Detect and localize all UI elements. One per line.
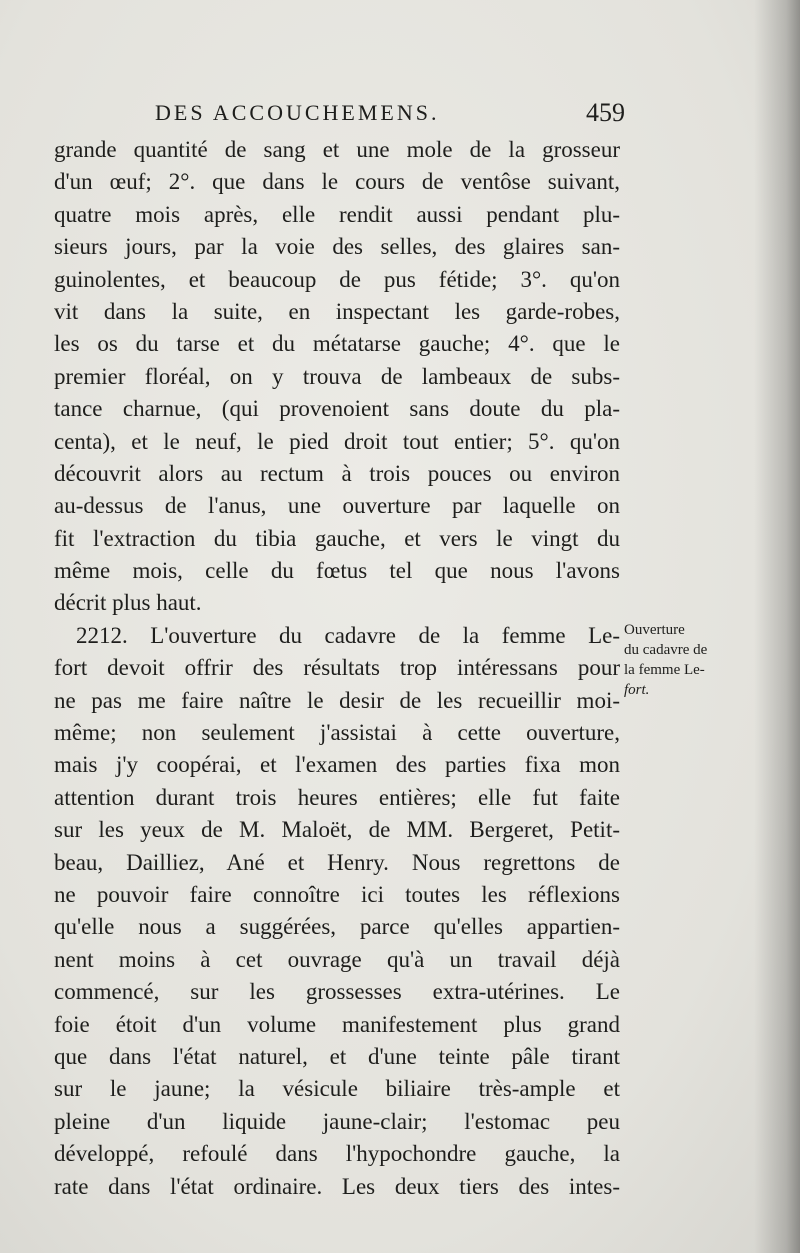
text-line: ne pas me faire naître le desir de les recueillir moi- [54,687,620,713]
text-line: ne pouvoir faire connoître ici toutes les réflexions [54,881,620,907]
text-line: attention durant trois heures entières; elle fut faite [54,784,620,810]
text-line: tance charnue, (qui provenoient sans doute du pla- [54,396,620,422]
text-line: beau, Dailliez, Ané et Henry. Nous regrettons de [54,849,620,875]
text-line: pleine d'un liquide jaune-clair; l'estomac peu [54,1108,620,1134]
margin-note-line: la femme Le- [624,662,705,678]
text-line: sur les yeux de M. Maloët, de MM. Bergeret, Petit- [54,817,620,843]
text-line: les os du tarse et du métatarse gauche; 4°. que le [54,331,620,357]
page-edge-shadow [754,0,800,1253]
text-line: même; non seulement j'assistai à cette ouverture, [54,720,620,746]
text-line: vit dans la suite, en inspectant les garde-robes, [54,298,620,324]
text-line: premier floréal, on y trouva de lambeaux de subs- [54,363,620,389]
margin-note-line: fort. [624,682,650,698]
text-line: fit l'extraction du tibia gauche, et vers le vingt du [54,525,620,551]
text-line: fort devoit offrir des résultats trop intéressans pour [54,655,620,681]
text-line: même mois, celle du fœtus tel que nous l'avons [54,558,620,584]
text-line: centa), et le neuf, le pied droit tout entier; 5°. qu'on [54,428,620,454]
text-line: au-dessus de l'anus, une ouverture par laquelle on [54,493,620,519]
running-title: DES ACCOUCHEMENS. [155,100,440,125]
text-line: développé, refoulé dans l'hypochondre gauche, la [54,1141,620,1167]
text-line: grande quantité de sang et une mole de la grosseur [54,137,620,162]
text-line: que dans l'état naturel, et d'une teinte pâle tirant [54,1043,620,1069]
paragraph-end-line: décrit plus haut. [54,590,202,616]
text-line: quatre mois après, elle rendit aussi pendant plu- [54,201,620,227]
text-line: foie étoit d'un volume manifestement plus grand [54,1011,620,1037]
margin-note-line: du cadavre de [624,642,708,658]
text-line: rate dans l'état ordinaire. Les deux tiers des intes- [54,1173,620,1199]
text-line: commencé, sur les grossesses extra-utérines. Le [54,979,620,1005]
margin-note-line: Ouverture [624,622,685,638]
text-line: sur le jaune; la vésicule biliaire très-ample et [54,1076,620,1102]
text-line: guinolentes, et beaucoup de pus fétide; 3°. qu'on [54,266,620,292]
body-text [54,134,620,1203]
text-line: découvrit alors au rectum à trois pouces ou environ [54,460,620,486]
paragraph-start-line: 2212. L'ouverture du cadavre de la femme Le- [76,622,620,648]
page-number: 459 [586,98,625,127]
text-line: qu'elle nous a suggérées, parce qu'elles appartien- [54,914,620,940]
text-line: nent moins à cet ouvrage qu'à un travail déjà [54,946,620,972]
page-header [155,100,625,130]
text-line: d'un œuf; 2°. que dans le cours de ventôse suivant, [54,169,620,195]
text-line: sieurs jours, par la voie des selles, des glaires san- [54,234,620,260]
text-line: mais j'y coopérai, et l'examen des parties fixa mon [54,752,620,778]
margin-note [624,620,744,700]
